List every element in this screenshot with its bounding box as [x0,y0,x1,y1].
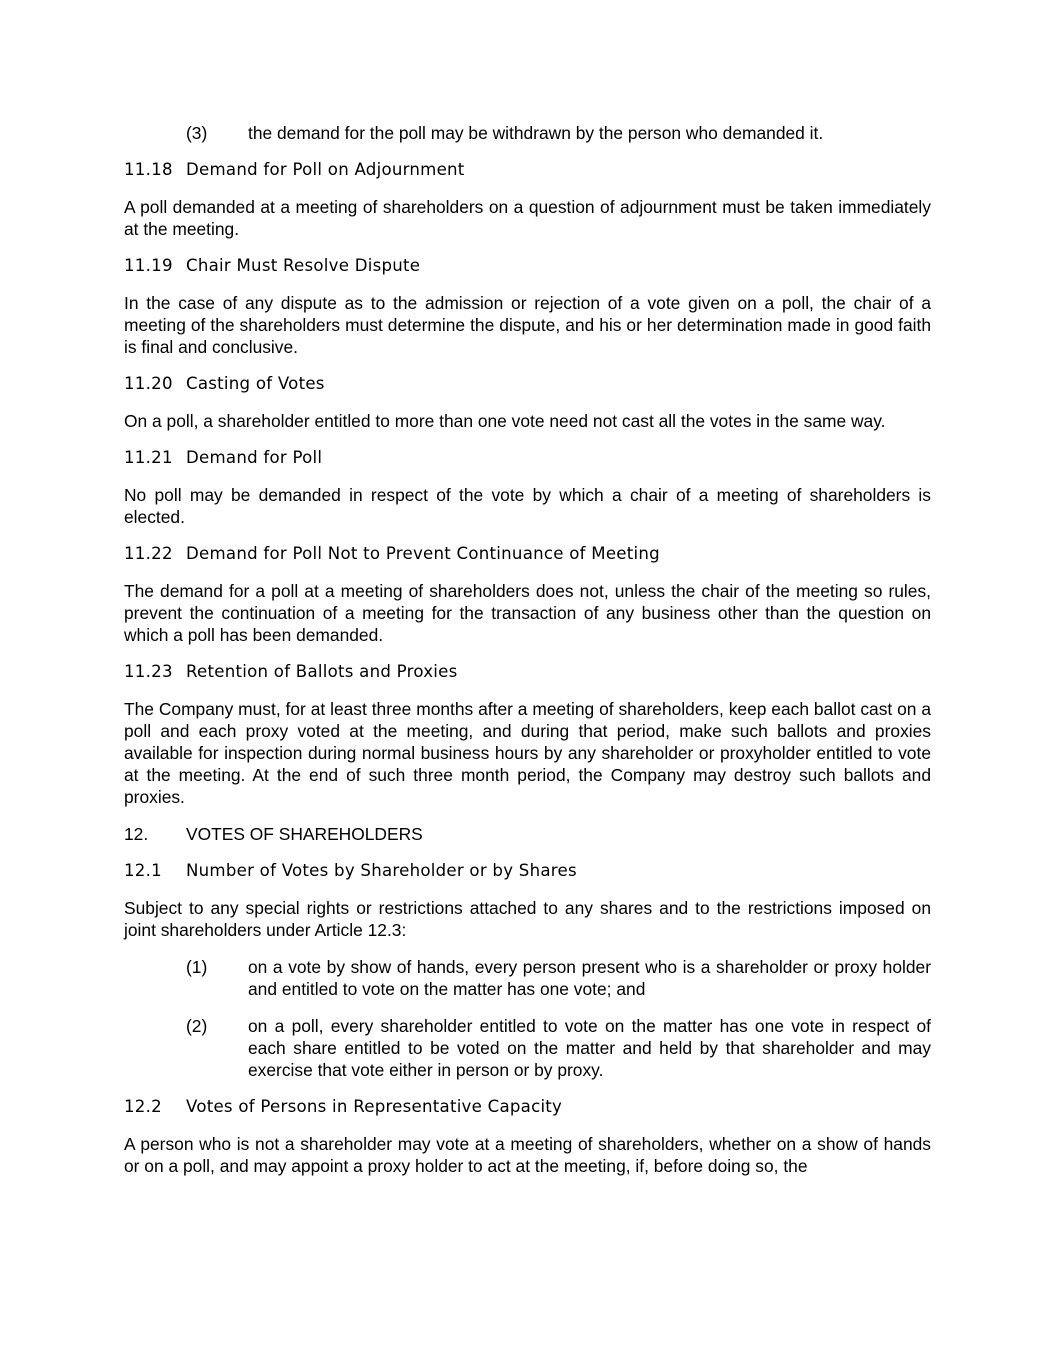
section-number: 11.20 [124,374,173,393]
section-title: Votes of Persons in Representative Capacity [186,1097,563,1116]
section-number: 12.2 [124,1097,162,1116]
document-page [124,122,931,1192]
list-item [186,956,931,1000]
section-title: Demand for Poll Not to Prevent Continuance of Meeting [186,544,660,563]
section-title: Retention of Ballots and Proxies [186,662,458,681]
list-item [186,1015,931,1081]
section-title: Demand for Poll on Adjournment [186,160,465,179]
item-number: (3) [186,123,208,143]
section-number: 11.22 [124,544,173,563]
section-heading-11-18 [124,159,931,181]
section-title: Casting of Votes [186,374,325,393]
section-number: 11.23 [124,662,173,681]
article-number: 12. [124,824,149,844]
section-body-11-21: No poll may be demanded in respect of the vote by which a chair of a meeting of shareholders is elected. [124,485,931,527]
item-text: on a poll, every shareholder entitled to vote on the matter has one vote in respect of each share entitled to be voted on the matter and held by that shareholder and may exercise that vote either in person or by proxy. [248,1016,931,1080]
section-heading-11-19 [124,255,931,277]
section-number: 11.19 [124,256,173,275]
section-number: 11.18 [124,160,173,179]
section-body-11-19: In the case of any dispute as to the admission or rejection of a vote given on a poll, the chair of a meeting of the shareholders must determine the dispute, and his or her determination made in good faith is final and conclusive. [124,293,931,357]
section-heading-12-2 [124,1096,931,1118]
section-heading-11-20 [124,373,931,395]
section-body-11-23: The Company must, for at least three months after a meeting of shareholders, keep each ballot cast on a poll and each proxy voted at the meeting, and during that period, make such ballots and proxies available for inspection during normal business hours by any shareholder or proxyholder entitled to vote at the meeting. At the end of such three month period, the Company may destroy such ballots and proxies. [124,699,931,807]
section-title: Number of Votes by Shareholder or by Shares [186,861,577,880]
section-title: Chair Must Resolve Dispute [186,256,421,275]
section-title: Demand for Poll [186,448,323,467]
section-heading-11-23 [124,661,931,683]
item-text: on a vote by show of hands, every person present who is a shareholder or proxy holder and entitled to vote on the matter has one vote; and [248,957,931,999]
item-number: (2) [186,1016,208,1036]
article-heading-12 [124,823,931,845]
section-number: 12.1 [124,861,162,880]
section-heading-11-21 [124,447,931,469]
section-number: 11.21 [124,448,173,467]
section-body-11-20: On a poll, a shareholder entitled to more than one vote need not cast all the votes in the same way. [124,411,886,431]
section-body-11-18: A poll demanded at a meeting of shareholders on a question of adjournment must be taken immediately at the meeting. [124,197,931,239]
item-text: the demand for the poll may be withdrawn by the person who demanded it. [248,123,824,143]
section-heading-12-1 [124,860,931,882]
item-number: (1) [186,957,208,977]
section-body-12-1: Subject to any special rights or restrictions attached to any shares and to the restrictions imposed on joint shareholders under Article 12.3: [124,898,931,940]
article-title: VOTES OF SHAREHOLDERS [186,824,423,844]
section-body-11-22: The demand for a poll at a meeting of shareholders does not, unless the chair of the meeting so rules, prevent the continuation of a meeting for the transaction of any business other than the question on which a poll has been demanded. [124,581,931,645]
section-body-12-2: A person who is not a shareholder may vote at a meeting of shareholders, whether on a show of hands or on a poll, and may appoint a proxy holder to act at the meeting, if, before doing so, the [124,1134,931,1176]
list-item [186,122,931,144]
section-heading-11-22 [124,543,931,565]
